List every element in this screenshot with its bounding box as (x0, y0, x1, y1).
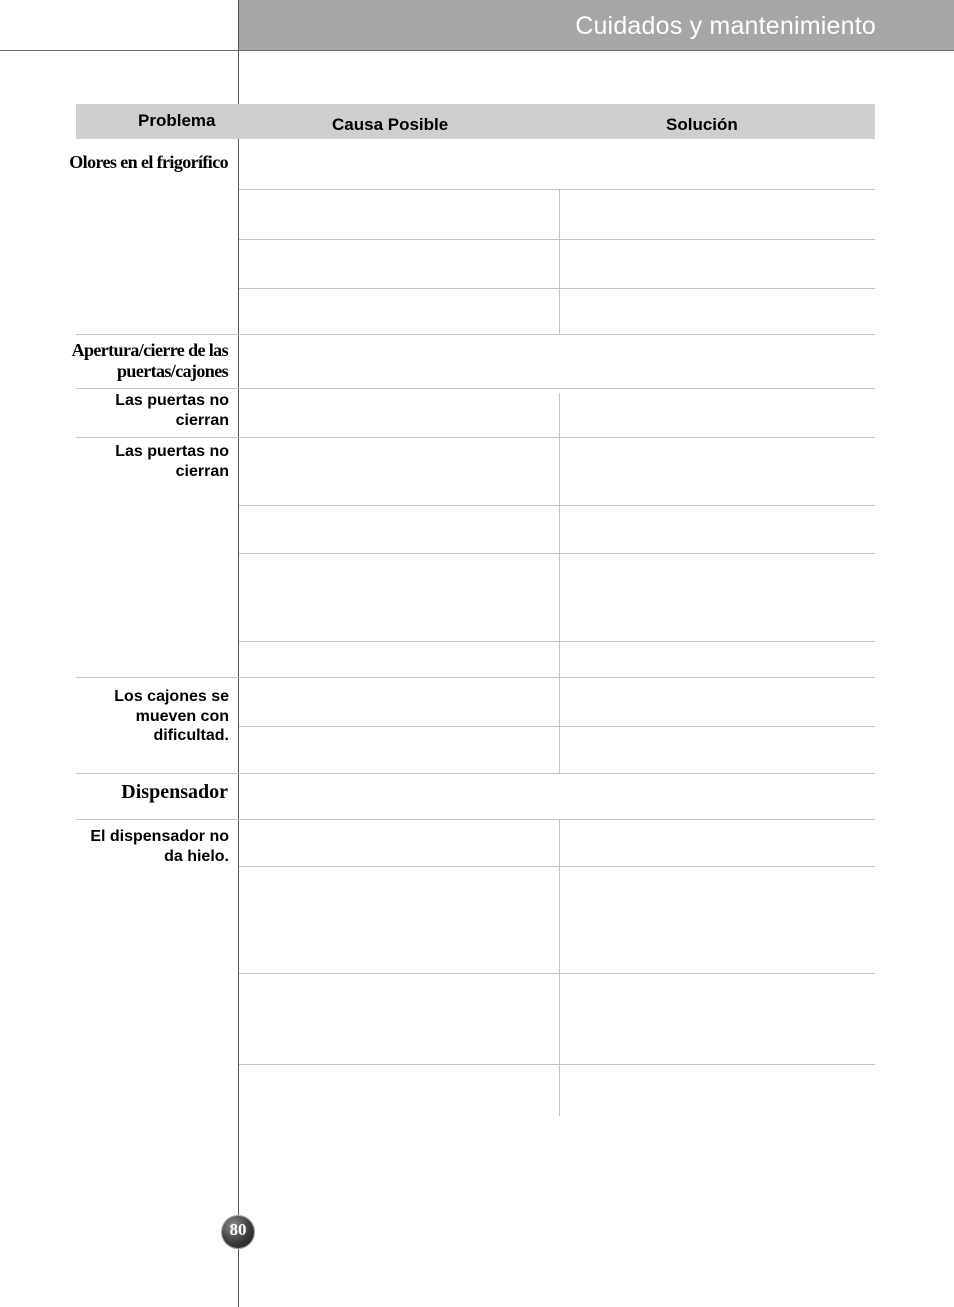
category-odors: Olores en el frigorífico (69, 152, 228, 172)
cause-solution-divider (559, 819, 560, 1116)
row-divider (239, 553, 875, 554)
problem-dispenser-no-ice: El dispensador no da hielo. (90, 828, 229, 865)
category-dispenser: Dispensador (121, 781, 228, 803)
section-divider (76, 334, 875, 335)
cause-solution-divider (559, 437, 560, 677)
column-header-cause: Causa Posible (332, 115, 449, 134)
row-divider (239, 239, 875, 240)
page-title: Cuidados y mantenimiento (575, 12, 876, 40)
page-number: 80 (229, 1220, 247, 1239)
header-divider (0, 50, 954, 51)
row-divider (239, 1064, 875, 1065)
row-divider (239, 505, 875, 506)
category-doors-drawers: Apertura/cierre de las puertas/cajones (71, 340, 228, 381)
row-divider (239, 641, 875, 642)
column-divider-main (238, 0, 239, 1307)
row-divider (239, 726, 875, 727)
row-divider (239, 288, 875, 289)
cause-solution-divider (559, 189, 560, 334)
row-divider (239, 973, 875, 974)
column-header-solution: Solución (666, 115, 738, 134)
row-divider (239, 189, 875, 190)
problem-drawers-difficult: Los cajones se mueven con dificultad. (114, 688, 229, 744)
cause-solution-divider (559, 393, 560, 437)
problem-doors-not-closing-2: Las puertas no cierran (115, 443, 229, 480)
row-divider (239, 866, 875, 867)
section-divider (76, 819, 875, 820)
cause-solution-divider (559, 677, 560, 773)
section-divider (76, 677, 875, 678)
section-divider (76, 773, 875, 774)
column-header-problem: Problema (138, 111, 216, 130)
section-divider (76, 388, 875, 389)
section-divider (76, 437, 875, 438)
problem-doors-not-closing-1: Las puertas no cierran (115, 392, 229, 429)
